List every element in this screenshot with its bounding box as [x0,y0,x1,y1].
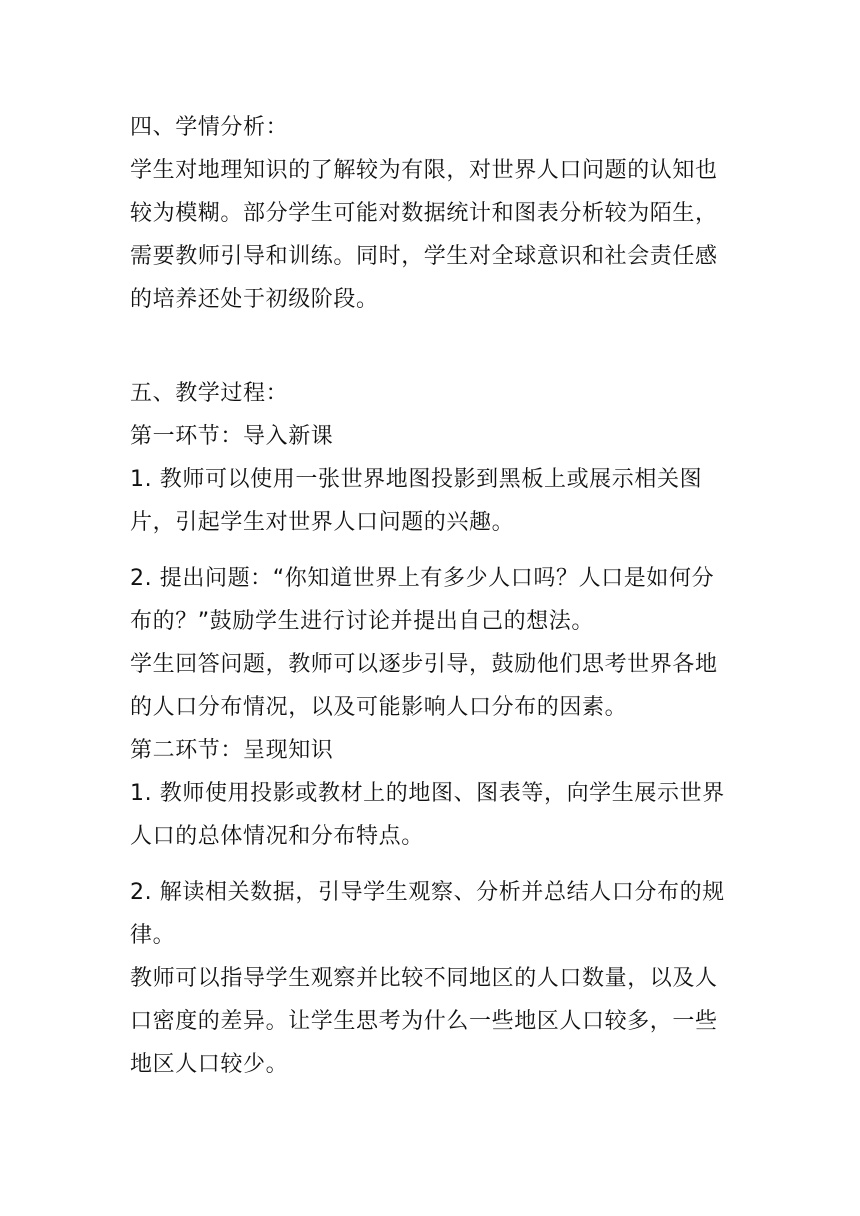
paragraph-line: 1. 教师可以使用一张世界地图投影到黑板上或展示相关图 [130,467,703,492]
section-four-heading: 四、学情分析： [130,115,289,140]
paragraph-line: 1. 教师使用投影或教材上的地图、图表等，向学生展示世界 [130,781,725,806]
paragraph-line: 教师可以指导学生观察并比较不同地区的人口数量，以及人 [130,966,718,991]
paragraph-line: 口密度的差异。让学生思考为什么一些地区人口较多，一些 [130,1009,718,1034]
paragraph-line: 学生回答问题，教师可以逐步引导，鼓励他们思考世界各地 [130,652,718,677]
paragraph-line: 人口的总体情况和分布特点。 [130,824,424,849]
paragraph-line: 需要教师引导和训练。同时，学生对全球意识和社会责任感 [130,244,718,269]
paragraph-line: 片，引起学生对世界人口问题的兴趣。 [130,510,515,535]
paragraph-line: 布的？”鼓励学生进行讨论并提出自己的想法。 [130,609,594,634]
paragraph-line: 的培养还处于初级阶段。 [130,287,379,312]
step2-title: 第二环节：呈现知识 [130,738,334,763]
paragraph-line: 2. 解读相关数据，引导学生观察、分析并总结人口分布的规 [130,880,725,905]
paragraph-line: 学生对地理知识的了解较为有限，对世界人口问题的认知也 [130,158,718,183]
paragraph-line: 的人口分布情况，以及可能影响人口分布的因素。 [130,695,628,720]
section-five-heading: 五、教学过程： [130,381,289,406]
paragraph-line: 较为模糊。部分学生可能对数据统计和图表分析较为陌生， [130,201,718,226]
step1-title: 第一环节：导入新课 [130,424,334,449]
paragraph-line: 律。 [130,923,176,948]
paragraph-line: 2. 提出问题：“你知道世界上有多少人口吗？人口是如何分 [130,566,715,591]
paragraph-line: 地区人口较少。 [130,1052,289,1077]
